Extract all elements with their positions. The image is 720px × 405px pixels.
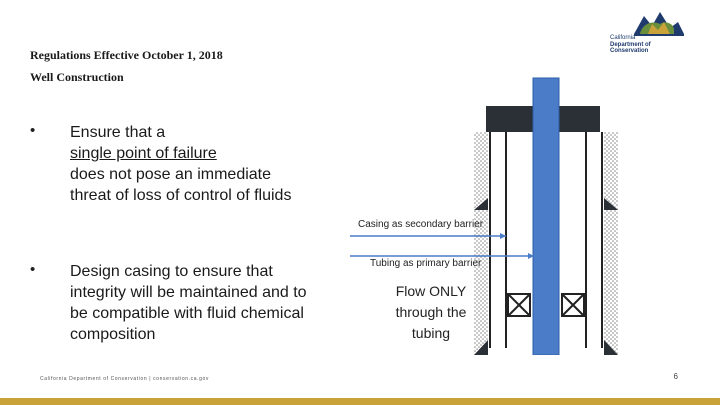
- page-number: 6: [673, 372, 678, 381]
- bullet-text-1: [70, 122, 310, 206]
- well-construction-heading: Well Construction: [30, 70, 124, 84]
- flow-line-2: through the: [395, 304, 467, 320]
- bullet-text-1-part-a: Ensure that a: [70, 124, 166, 141]
- flow-only-note: [376, 281, 486, 344]
- flow-line-1: Flow ONLY: [395, 283, 467, 299]
- packer-right: [562, 294, 584, 316]
- footer-text: California Department of Conservation | conservation.ca.gov: [40, 376, 209, 382]
- bullet-item-2: [30, 261, 330, 345]
- bullet-marker: •: [30, 261, 36, 278]
- logo-caption-main: Department of Conservation: [610, 42, 651, 54]
- department-logo: [608, 4, 688, 54]
- bottom-accent-band: [0, 398, 720, 405]
- casing-secondary-barrier-label: Casing as secondary barrier: [358, 219, 484, 230]
- tubing-primary-barrier-label: Tubing as primary barrier: [370, 258, 482, 269]
- cement-right: [604, 132, 618, 355]
- packer-left: [508, 294, 530, 316]
- bullet-item-1: [30, 122, 330, 206]
- regulations-heading: Regulations Effective October 1, 2018: [30, 48, 223, 62]
- flow-line-3: tubing: [411, 325, 451, 341]
- bullet-text-1-part-c: does not pose an immediate threat of loss of control of fluids: [70, 166, 292, 204]
- bullet-marker: •: [30, 122, 36, 139]
- bullet-text-1-underlined: single point of failure: [70, 145, 217, 162]
- logo-caption-small: California: [610, 35, 636, 41]
- tubing: [533, 78, 559, 355]
- bullet-text-2: Design casing to ensure that integrity will be maintained and to be compatible with fluid chemical composition: [70, 263, 307, 343]
